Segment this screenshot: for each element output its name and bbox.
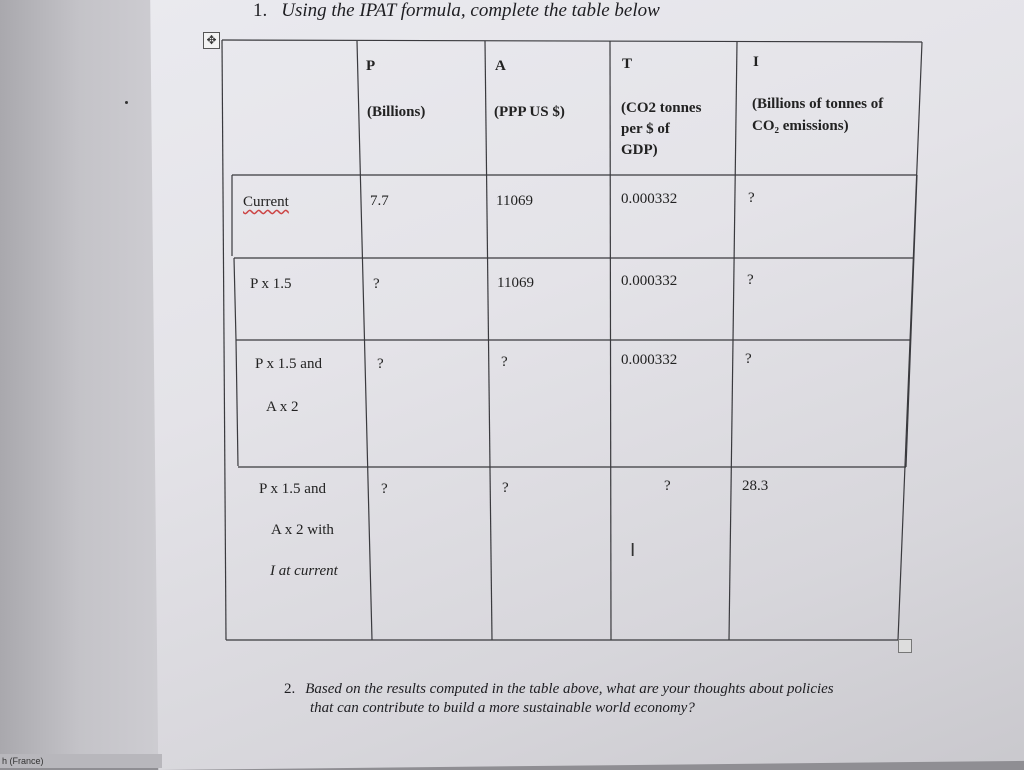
row-p15-a2-i[interactable]: ? <box>745 351 752 367</box>
row-p15-a2-a[interactable]: ? <box>501 354 508 370</box>
row-final-label-line1: P x 1.5 and <box>259 481 326 497</box>
text-cursor-icon: I <box>630 540 636 561</box>
row-final-i[interactable]: 28.3 <box>742 478 769 494</box>
row-final-label-line3: I at current <box>270 563 338 579</box>
row-current-a[interactable]: 11069 <box>496 193 533 209</box>
question-2-line1 <box>284 680 964 699</box>
row-p15-a2-p[interactable]: ? <box>377 356 384 372</box>
header-t-letter: T <box>622 56 633 72</box>
row-final-label-line2: A x 2 with <box>271 522 334 538</box>
status-bar-language[interactable]: h (France) <box>0 754 162 768</box>
row-p15-a2-label-line2: A x 2 <box>266 399 299 415</box>
header-t-unit-line2: per $ of <box>621 121 670 137</box>
header-i-unit-line2: CO₂ emissions) <box>752 118 849 134</box>
header-p-unit: (Billions) <box>367 104 426 120</box>
question-2-number: 2. <box>284 681 296 697</box>
row-final-p[interactable]: ? <box>381 481 388 497</box>
row-p15-a[interactable]: 11069 <box>497 275 534 291</box>
row-p15-label: P x 1.5 <box>250 276 292 292</box>
header-t-unit-line3: GDP) <box>621 142 658 158</box>
row-final-a[interactable]: ? <box>502 480 509 496</box>
row-final-t[interactable]: ? <box>664 478 671 494</box>
question-2-line2: that can contribute to build a more sustainable world economy? <box>310 700 695 716</box>
header-a-letter: A <box>495 58 506 74</box>
header-p-letter: P <box>366 58 376 74</box>
row-current-i[interactable]: ? <box>748 190 755 206</box>
header-a-unit: (PPP US $) <box>494 104 565 120</box>
row-current-t[interactable]: 0.000332 <box>621 191 678 207</box>
question-2 <box>284 680 964 718</box>
question-1-number: 1. <box>253 0 268 21</box>
move-arrows-icon[interactable]: ✥ <box>203 32 220 49</box>
header-i-unit-line1: (Billions of tonnes of <box>752 96 884 112</box>
header-i-letter: I <box>753 54 759 70</box>
row-p15-i[interactable]: ? <box>747 272 754 288</box>
header-t-unit-line1: (CO2 tonnes <box>621 100 702 116</box>
resize-handle-icon[interactable] <box>898 639 912 653</box>
question-1-text: Using the IPAT formula, complete the table below <box>281 0 660 21</box>
row-p15-a2-label-line1: P x 1.5 and <box>255 356 322 372</box>
row-p15-t[interactable]: 0.000332 <box>621 273 678 289</box>
row-current-p[interactable]: 7.7 <box>370 193 389 209</box>
row-current-label: Current <box>243 194 289 210</box>
question-1 <box>253 0 660 22</box>
row-p15-p[interactable]: ? <box>373 276 380 292</box>
document-page <box>150 0 1024 770</box>
row-p15-a2-t[interactable]: 0.000332 <box>621 352 678 368</box>
question-2-text-line1: Based on the results computed in the table above, what are your thoughts about policies <box>305 681 834 697</box>
bullet-dot <box>125 101 128 104</box>
